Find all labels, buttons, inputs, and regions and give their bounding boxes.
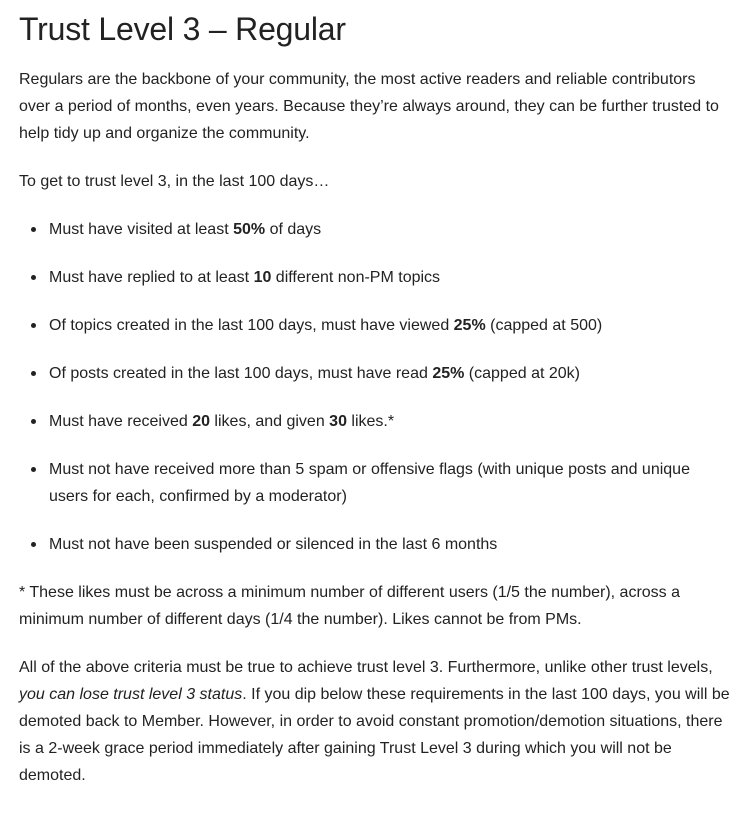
bullet-icon xyxy=(31,419,36,424)
closing-text: . If you dip below these requirements in the last 100 days, you will be demoted back to Member. However, in order to avoid constant promotion/demotion situations, there is a 2-week grace period immediately after gaining Trust Level 3 during which you will not be demoted. xyxy=(19,686,730,784)
requirement-value: 25% xyxy=(432,365,465,382)
intro-paragraph: Regulars are the backbone of your community, the most active readers and reliable contributors over a period of months, even years. Because they’re always around, they can be further trusted to help tidy up and organize the community. xyxy=(19,71,719,142)
list-item xyxy=(19,360,731,387)
list-item xyxy=(19,531,731,558)
closing-text: All of the above criteria must be true to achieve trust level 3. Furthermore, unlike other trust levels, xyxy=(19,659,713,676)
requirement-value: 50% xyxy=(233,221,266,238)
requirement-text: likes, and given xyxy=(209,413,330,430)
requirement-text: (capped at 500) xyxy=(485,317,603,334)
list-item xyxy=(19,264,731,291)
bullet-icon xyxy=(31,323,36,328)
requirement-text: Must not have received more than 5 spam or offensive flags (with unique posts and unique users for each, confirmed by a moderator) xyxy=(49,461,690,505)
list-item xyxy=(19,312,731,339)
requirement-text: Of topics created in the last 100 days, must have viewed xyxy=(49,317,454,334)
requirement-value: 25% xyxy=(453,317,486,334)
bullet-icon xyxy=(31,467,36,472)
closing-emphasis: you can lose trust level 3 status xyxy=(19,686,243,703)
requirement-text: different non-PM topics xyxy=(271,269,441,286)
list-item xyxy=(19,408,731,435)
bullet-icon xyxy=(31,227,36,232)
requirement-text: likes.* xyxy=(346,413,395,430)
bullet-icon xyxy=(31,542,36,547)
page-title: Trust Level 3 – Regular xyxy=(19,11,346,47)
article xyxy=(0,9,731,789)
requirement-text: Of posts created in the last 100 days, must have read xyxy=(49,365,433,382)
requirement-text: of days xyxy=(265,221,322,238)
requirement-text: Must have received xyxy=(49,413,193,430)
list-item xyxy=(19,216,731,243)
requirement-text: Must not have been suspended or silenced in the last 6 months xyxy=(49,536,498,553)
closing-paragraph xyxy=(19,654,731,789)
requirements-list xyxy=(19,216,731,558)
bullet-icon xyxy=(31,275,36,280)
requirement-text: Must have replied to at least xyxy=(49,269,254,286)
requirement-text: Must have visited at least xyxy=(49,221,234,238)
requirement-value: 30 xyxy=(329,413,347,430)
bullet-icon xyxy=(31,371,36,376)
requirement-text: (capped at 20k) xyxy=(464,365,580,382)
requirement-value: 20 xyxy=(192,413,210,430)
requirements-lead: To get to trust level 3, in the last 100 days… xyxy=(19,173,330,190)
list-item xyxy=(19,456,731,510)
requirement-value: 10 xyxy=(253,269,272,286)
likes-footnote: * These likes must be across a minimum number of different users (1/5 the number), across a minimum number of different days (1/4 the number). Likes cannot be from PMs. xyxy=(19,584,681,628)
